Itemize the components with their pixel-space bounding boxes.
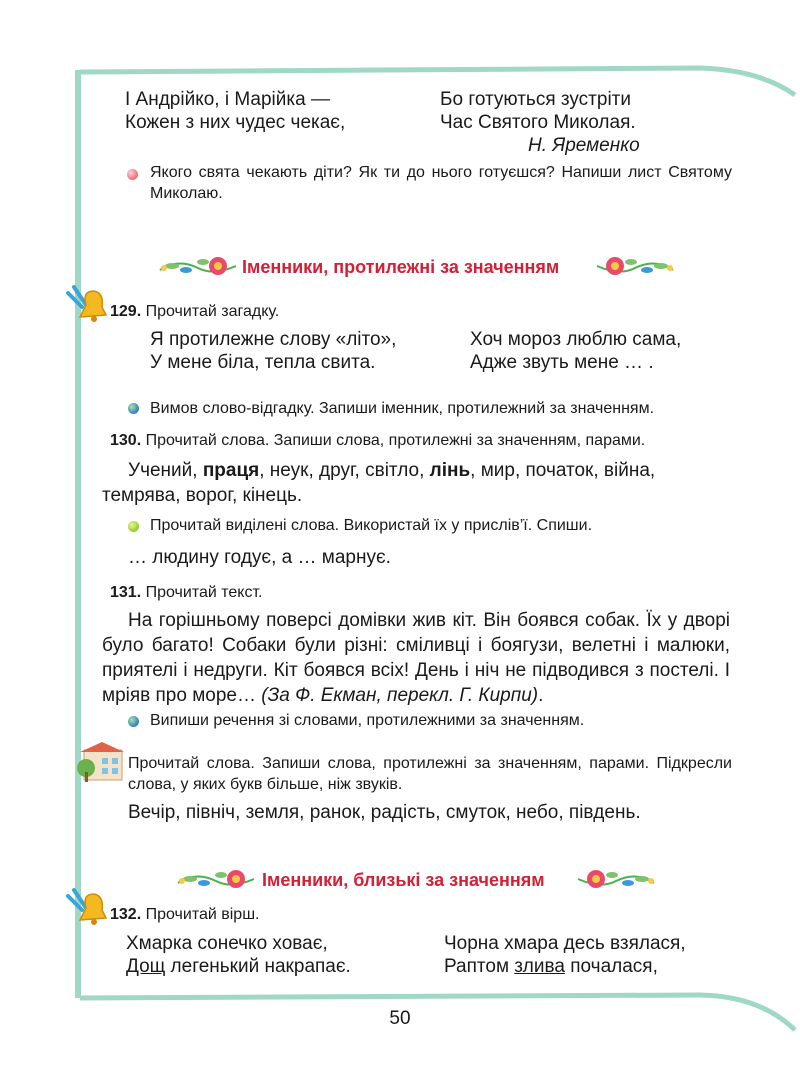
exercise-132-header — [110, 904, 259, 925]
blue-bullet-icon — [128, 716, 139, 727]
floral-ornament-right-icon — [595, 248, 675, 284]
poem-line: Час Святого Миколая. — [440, 112, 636, 133]
exercise-instruction: Прочитай вірш. — [145, 906, 260, 923]
exercise-number: 132. — [110, 906, 142, 923]
exercise-129-task: Вимов слово-відгадку. Запиши іменник, протилежний за значенням. — [150, 400, 655, 417]
bold-word: лінь — [429, 460, 471, 481]
home-task-text: Прочитай слова. Запиши слова, протилежні за значенням, парами. Підкресли слова, у яких букв більше, ніж звуків. — [128, 755, 732, 793]
exercise-instruction: Прочитай загадку. — [145, 303, 280, 320]
floral-ornament-left-icon — [176, 861, 256, 897]
word-text: , мир, початок, війна, — [470, 460, 656, 481]
verse-line — [126, 955, 436, 978]
word-line: темрява, ворог, кінець. — [102, 485, 303, 506]
top-question: Якого свята чекають діти? Як ти до нього готуєшся? Напиши лист Святому Миколаю. — [150, 164, 732, 202]
riddle-right — [470, 328, 750, 374]
exercise-instruction: Прочитай текст. — [145, 584, 263, 601]
bell-icon — [64, 285, 110, 329]
top-poem-right — [440, 88, 740, 157]
bell-icon — [64, 888, 110, 932]
floral-ornament-right-icon — [576, 861, 656, 897]
exercise-130-header — [110, 430, 645, 451]
floral-ornament-left-icon — [158, 248, 238, 284]
riddle-line: Я протилежне слову «літо», — [150, 329, 397, 350]
word-text: Учений, — [128, 460, 203, 481]
word-text: , неук, друг, світло, — [259, 460, 430, 481]
verse-line: Хмарка сонечко ховає, — [126, 933, 328, 954]
poem-line: Бо готуються зустріти — [440, 89, 631, 110]
verse-line: Чорна хмара десь взялася, — [444, 933, 686, 954]
page-number: 50 — [389, 1008, 411, 1029]
riddle-line: У мене біла, тепла свита. — [150, 352, 376, 373]
story-body: На горішньому поверсі домівки жив кіт. Він боявся собак. Їх у дворі було багато! Собаки були різні: сміливці і боягузи, велетні і малюки, приятелі і недруги. Кіт боявся всіх! День і ніч не підводився з постелі. І мріяв про море… — [102, 610, 730, 706]
home-task-words: Вечір, північ, земля, ранок, радість, смуток, небо, південь. — [128, 802, 641, 823]
verse-left — [126, 932, 436, 978]
story-text: На горішньому поверсі домівки жив кіт. Він боявся собак. Їх у дворі було багато! Собаки були різні: сміливці і боягузи, велетні і малюки, приятелі і недруги. Кіт боявся всіх! День і ніч не підводився з постелі. І мріяв про море… (За Ф. Екман, перекл. Г. Кирпи). — [102, 610, 730, 706]
exercise-number: 131. — [110, 584, 142, 601]
verse-text: легенький накрапає. — [165, 956, 351, 977]
section-title-synonyms: Іменники, близькі за значенням — [262, 870, 545, 890]
verse-right — [444, 932, 744, 978]
word-list-130 — [102, 458, 742, 508]
underlined-word: злива — [514, 956, 565, 977]
top-poem-left — [125, 88, 425, 134]
section-title-antonyms: Іменники, протилежні за значенням — [242, 257, 560, 277]
proverb-line: … людину годує, а … марнує. — [128, 547, 391, 568]
exercise-130-task: Прочитай виділені слова. Використай їх у прислів’ї. Спиши. — [150, 517, 593, 534]
verse-text: почалася, — [564, 956, 658, 977]
blue-bullet-icon — [128, 403, 139, 414]
pink-bullet-icon — [127, 169, 138, 180]
story-source: (За Ф. Екман, перекл. Г. Кирпи) — [261, 685, 539, 706]
verse-line — [444, 955, 744, 978]
word-line — [102, 458, 742, 483]
exercise-number: 129. — [110, 303, 142, 320]
poem-author: Н. Яременко — [528, 135, 640, 156]
exercise-instruction: Прочитай слова. Запиши слова, протилежні за значенням, парами. — [145, 432, 646, 449]
exercise-131-header — [110, 582, 262, 603]
house-icon — [76, 742, 124, 784]
exercise-129-header — [110, 301, 279, 322]
exercise-number: 130. — [110, 432, 142, 449]
poem-line: Кожен з них чудес чекає, — [125, 112, 346, 133]
bold-word: праця — [202, 460, 260, 481]
verse-text: Раптом — [444, 956, 515, 977]
green-bullet-icon — [128, 521, 139, 532]
riddle-line: Хоч мороз люблю сама, — [470, 329, 682, 350]
riddle-left — [150, 328, 460, 374]
underlined-word: Дощ — [126, 956, 166, 977]
poem-line: І Андрійко, і Марійка — — [125, 89, 330, 110]
riddle-line: Адже звуть мене … . — [470, 352, 654, 373]
exercise-131-task: Випиши речення зі словами, протилежними за значенням. — [150, 712, 585, 729]
